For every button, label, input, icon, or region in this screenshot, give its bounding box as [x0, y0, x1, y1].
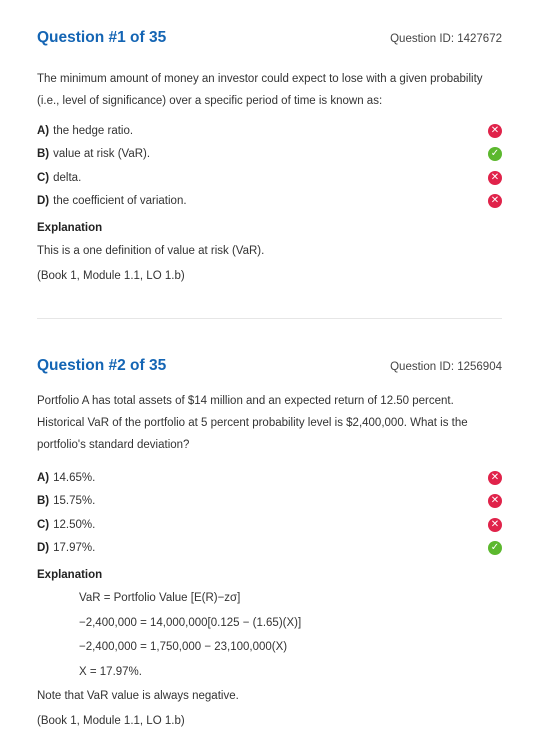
- answer-text: delta.: [53, 172, 81, 184]
- answer-option[interactable]: [37, 537, 502, 561]
- answer-list: [37, 466, 502, 560]
- question-id: Question ID: 1256904: [390, 361, 502, 373]
- formula-line: VaR = Portfolio Value [E(R)−zσ]: [37, 586, 502, 611]
- answer-text: value at risk (VaR).: [53, 148, 150, 160]
- explanation-text: Note that VaR value is always negative.: [37, 684, 502, 709]
- explanation-title: Explanation: [37, 569, 502, 581]
- answer-option[interactable]: [37, 119, 502, 143]
- x-circle-icon: ✕: [488, 471, 502, 485]
- answer-option[interactable]: [37, 143, 502, 167]
- question-id: Question ID: 1427672: [390, 33, 502, 45]
- answer-text: 14.65%.: [53, 472, 95, 484]
- question-header: [37, 357, 502, 375]
- x-circle-icon: ✕: [488, 518, 502, 532]
- answer-letter: D): [37, 542, 49, 554]
- answer-text: 17.97%.: [53, 542, 95, 554]
- formula-line: −2,400,000 = 14,000,000[0.125 − (1.65)(X)]: [37, 611, 502, 636]
- formula-line: X = 17.97%.: [37, 660, 502, 685]
- answer-letter: C): [37, 172, 49, 184]
- answer-text: 15.75%.: [53, 495, 95, 507]
- answer-option[interactable]: [37, 190, 502, 214]
- answer-text: the hedge ratio.: [53, 125, 133, 137]
- answer-option[interactable]: [37, 466, 502, 490]
- question-title: Question #1 of 35: [37, 29, 166, 47]
- check-circle-icon: ✓: [488, 147, 502, 161]
- divider: [37, 318, 502, 319]
- x-circle-icon: ✕: [488, 194, 502, 208]
- x-circle-icon: ✕: [488, 124, 502, 138]
- answer-option[interactable]: [37, 513, 502, 537]
- x-circle-icon: ✕: [488, 171, 502, 185]
- question-2: [37, 319, 502, 733]
- answer-letter: A): [37, 125, 49, 137]
- explanation-reference: (Book 1, Module 1.1, LO 1.b): [37, 264, 502, 289]
- answer-option[interactable]: [37, 490, 502, 514]
- question-header: [37, 29, 502, 47]
- answer-letter: B): [37, 148, 49, 160]
- answer-option[interactable]: [37, 166, 502, 190]
- explanation-title: Explanation: [37, 222, 502, 234]
- answer-text: the coefficient of variation.: [53, 195, 186, 207]
- answer-text: 12.50%.: [53, 519, 95, 531]
- answer-letter: B): [37, 495, 49, 507]
- question-1: [37, 0, 502, 319]
- question-text: The minimum amount of money an investor could expect to lose with a given probability (i.e., level of significance) over a specific period of time is known as:: [37, 68, 502, 112]
- answer-letter: D): [37, 195, 49, 207]
- explanation-text: This is a one definition of value at risk (VaR).: [37, 239, 502, 264]
- explanation-reference: (Book 1, Module 1.1, LO 1.b): [37, 709, 502, 733]
- formula-line: −2,400,000 = 1,750,000 − 23,100,000(X): [37, 635, 502, 660]
- answer-letter: A): [37, 472, 49, 484]
- check-circle-icon: ✓: [488, 541, 502, 555]
- question-title: Question #2 of 35: [37, 357, 166, 375]
- answer-list: [37, 119, 502, 213]
- answer-letter: C): [37, 519, 49, 531]
- x-circle-icon: ✕: [488, 494, 502, 508]
- formula-block: [37, 586, 502, 684]
- question-text: Portfolio A has total assets of $14 million and an expected return of 12.50 percent. Historical VaR of the portfolio at 5 percent probability level is $2,400,000. What is the portfolio's standard deviation?: [37, 390, 502, 456]
